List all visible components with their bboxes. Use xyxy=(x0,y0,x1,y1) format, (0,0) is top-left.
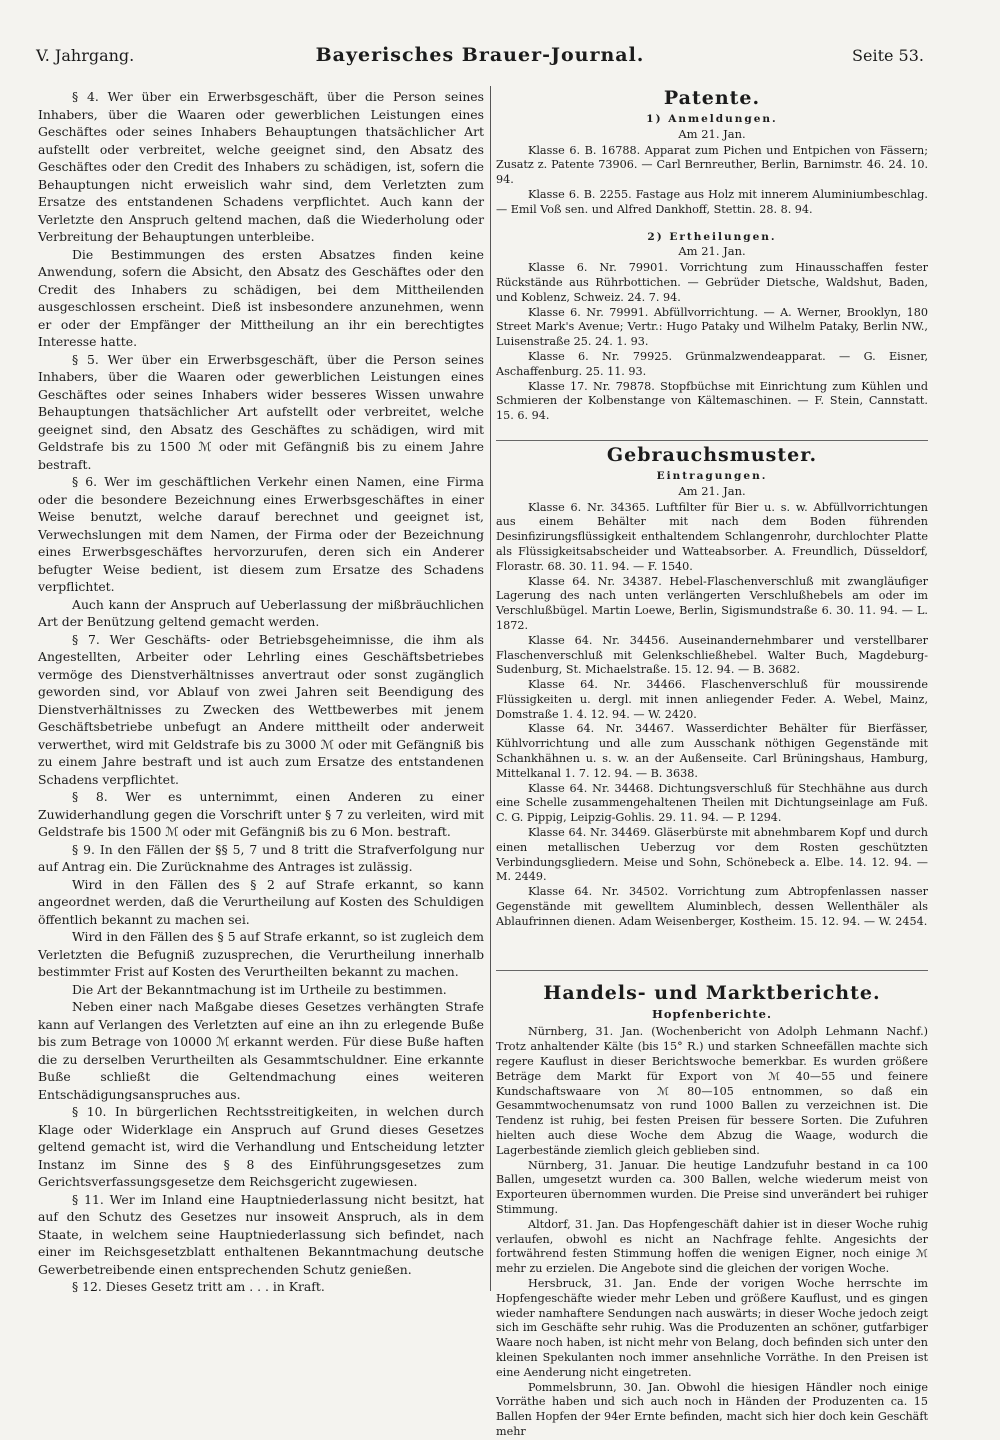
list-item: Klasse 64. Nr. 34466. Flaschenverschluß für moussirende Flüssigkeiten u. dergl. mit innen anliegender Feder. A. Webel, Mainz, Domstraße 1. 4. 12. 94. — W. 2420. xyxy=(496,678,928,721)
list-item: Klasse 17. Nr. 79878. Stopfbüchse mit Einrichtung zum Kühlen und Schmieren der Kolbenstange von Kältemaschinen. — F. Stein, Cannstatt. 15. 6. 94. xyxy=(496,379,928,423)
list-item: Klasse 6. Nr. 79925. Grünmalzwendeapparat. — G. Eisner, Aschaffenburg. 25. 11. 93. xyxy=(496,349,928,378)
market-report: Altdorf, 31. Jan. Das Hopfengeschäft dahier ist in dieser Woche ruhig verlaufen, obwohl es nicht an Nachfrage fehlte. Angesichts der fortwährend festen Stimmung hoffen die wenigen Eigner, noch einige ℳ mehr zu erzielen. Die Angebote sind die gleichen der vorigen Woche. xyxy=(496,1217,928,1276)
market-report: Nürnberg, 31. Januar. Die heutige Landzufuhr bestand in ca 100 Ballen, umgesetzt wurden ca. 300 Ballen, welche wiederum meist von Exporteuren übernommen wurden. Die Preise sind unverändert bei ruhiger Stimmung. xyxy=(496,1158,928,1216)
page-header xyxy=(36,42,924,72)
paragraph-s8: § 8. Wer es unternimmt, einen Anderen zu einer Zuwiderhandlung gegen die Vorschrift unter § 7 zu verleiten, wird mit Geldstrafe bis 1500 ℳ oder mit Gefängniß bis zu 6 Mon. bestraft. xyxy=(38,789,484,839)
section-divider xyxy=(496,440,928,441)
list-item: Klasse 6. B. 2255. Fastage aus Holz mit innerem Aluminiumbeschlag. — Emil Voß sen. und Alfred Dankhoff, Stettin. 28. 8. 94. xyxy=(496,187,928,216)
date-line: Am 21. Jan. xyxy=(678,483,746,498)
market-report: Pommelsbrunn, 30. Jan. Obwohl die hiesigen Händler noch einige Vorräthe haben und sich auch noch in Händen der Produzenten ca. 15 Ballen Hopfen der 94er Ernte befinden, macht sich hier doch kein Geschäft mehr xyxy=(496,1380,928,1438)
subsection-hopfenberichte: Hopfenberichte. xyxy=(652,1006,772,1021)
paragraph-s11: § 11. Wer im Inland eine Hauptniederlassung nicht besitzt, hat auf den Schutz des Gesetzes nur insoweit Anspruch, als in dem Staate, in welchem seine Hauptniederlassung sich befindet, nach einer im Reichsgesetzblatt enthaltenen Bekanntmachung deutsche Gewerbetreibende einen entsprechenden Schutz genießen. xyxy=(38,1191,484,1277)
date-line: Am 21. Jan. xyxy=(678,126,746,141)
section-title-gebrauchsmuster: Gebrauchsmuster. xyxy=(606,443,818,466)
paragraph-s10: § 10. In bürgerlichen Rechtsstreitigkeiten, in welchen durch Klage oder Widerklage ein Anspruch auf Grund dieses Gesetzes geltend gemacht ist, wird die Verhandlung und Entscheidung letzter Instanz im Sinne des § 8 des Einführungsgesetzes zum Gerichtsverfassungsgesetze dem Reichsgericht zugewiesen. xyxy=(38,1104,484,1189)
paragraph-s6: § 6. Wer im geschäftlichen Verkehr einen Namen, eine Firma oder die besondere Bezeichnung eines Erwerbsgeschäftes in einer Weise benutzt, welche darauf berechnet und geeignet ist, Verwechslungen mit dem Namen, der Firma oder der Bezeichnung eines Erwerbsgeschäftes hervorzurufen, deren sich ein Anderer befugter Weise bedient, ist diesem zum Ersatze des Schadens verpflichtet. xyxy=(38,474,484,594)
list-item: Klasse 64. Nr. 34469. Gläserbürste mit abnehmbarem Kopf und durch einen metallischen Ueberzug vor dem Rosten geschützten Verbindungsgliedern. Meise und Sohn, Schönebeck a. Elbe. 14. 12. 94. — M. 2449. xyxy=(496,826,928,884)
list-item: Klasse 64. Nr. 34456. Auseinandernehmbarer und verstellbarer Flaschenverschluß mit Gelenkschließhebel. Walter Buch, Magdeburg-Sudenburg, St. Michaelstraße. 15. 12. 94. — B. 3682. xyxy=(496,633,928,677)
paragraph: Wird in den Fällen des § 2 auf Strafe erkannt, so kann angeordnet werden, daß die Verurtheilung auf Kosten des Schuldigen öffentlich bekannt zu machen sei. xyxy=(38,876,484,927)
subsection-ertheilungen: 2) Ertheilungen. xyxy=(647,230,777,243)
section-title-handel: Handels- und Marktberichte. xyxy=(543,981,881,1004)
list-item: Klasse 6. B. 16788. Apparat zum Pichen und Entpichen von Fässern; Zusatz z. Patente 73906. — Carl Bernreuther, Berlin, Barnimstr. 46. 24. 10. 94. xyxy=(496,143,928,187)
journal-title: Bayerisches Brauer-Journal. xyxy=(315,44,645,66)
paragraph-s12: § 12. Dieses Gesetz tritt am . . . in Kraft. xyxy=(72,1279,325,1294)
market-report: Nürnberg, 31. Jan. (Wochenbericht von Adolph Lehmann Nachf.) Trotz anhaltender Kälte (bis 15° R.) und starken Schneefällen machte sich regere Kauflust in dieser Berichtswoche bemerkbar. Es wurden größere Beträge dem Markt für Export von ℳ 40—55 und feinere Kundschaftswaare von ℳ 80—105 entnommen, so daß ein Gesammtwochenumsatz von rund 1000 Ballen zu verzeichnen ist. Die Tendenz ist ruhig, bei festen Preisen für bessere Sorten. Die Zufuhren hielten auch diese Woche dem Abzug die Waage, wodurch die Lagerbestände ziemlich gleich geblieben sind. xyxy=(496,1025,928,1157)
column-divider xyxy=(490,86,491,1291)
date-line: Am 21. Jan. xyxy=(678,244,746,259)
section-title-patente: Patente. xyxy=(663,87,761,109)
paragraph: Die Art der Bekanntmachung ist im Urtheile zu bestimmen. xyxy=(72,981,447,997)
section-divider xyxy=(496,970,928,971)
paragraph-s9: § 9. In den Fällen der §§ 5, 7 und 8 tritt die Strafverfolgung nur auf Antrag ein. Die Zurücknahme des Antrages ist zulässig. xyxy=(38,841,484,874)
list-item: Klasse 64. Nr. 34468. Dichtungsverschluß für Stechhähne aus durch eine Schelle zusammengehaltenen Theilen mit Dichtungseinlage am Fuß. C. G. Pippig, Leipzig-Gohlis. 29. 11. 94. — P. 1294. xyxy=(496,781,928,825)
paragraph: Die Bestimmungen des ersten Absatzes finden keine Anwendung, sofern die Absicht, den Absatz des Geschäftes oder den Credit des Inhabers zu schädigen, bei dem Mittheilenden ausgeschlossen erscheint. Dieß ist insbesondere anzunehmen, wenn er oder der Empfänger der Mittheilung an ihr ein berechtigtes Interesse hatte. xyxy=(38,246,484,349)
page-number: Seite 53. xyxy=(852,46,924,65)
list-item: Klasse 64. Nr. 34467. Wasserdichter Behälter für Bierfässer, Kühlvorrichtung und alle zum Ausschank nöthigen Gegenstände mit Schankhähnen u. s. w. an der Außenseite. Carl Brüningshaus, Hamburg, Mittelkanal 1. 7. 12. 94. — B. 3638. xyxy=(496,722,928,780)
list-item: Klasse 6. Nr. 34365. Luftfilter für Bier u. s. w. Abfüllvorrichtungen aus einem Behälter mit nach dem Boden führenden Desinfizirungsflüssigkeit enthaltendem Schlangenrohr, durchlochter Platte als Flüssigkeitsabscheider und Watteabsorber. A. Freundlich, Düsseldorf, Florastr. 68. 30. 11. 94. — F. 1540. xyxy=(496,500,928,573)
volume-label: V. Jahrgang. xyxy=(36,46,135,65)
list-item: Klasse 6. Nr. 79901. Vorrichtung zum Hinausschaffen fester Rückstände aus Rührbottichen. — Gebrüder Dietsche, Waldshut, Baden, und Koblenz, Schweiz. 24. 7. 94. xyxy=(496,261,928,304)
list-item: Klasse 6. Nr. 79991. Abfüllvorrichtung. — A. Werner, Brooklyn, 180 Street Mark's Avenue; Vertr.: Hugo Pataky und Wilhelm Pataky, Berlin NW., Luisenstraße 25. 24. 1. 93. xyxy=(496,305,928,349)
market-report: Hersbruck, 31. Jan. Ende der vorigen Woche herrschte im Hopfengeschäfte wieder mehr Leben und größere Kauflust, und es gingen wieder namhaftere Sendungen nach auswärts; in dieser Woche jedoch zeigt sich im Geschäfte sehr ruhig. Was die Produzenten an schöner, gutfarbiger Waare noch haben, ist nicht mehr von Belang, doch befinden sich unter den kleinen Spekulanten noch immer ansehnliche Vorräthe. In den Preisen ist eine Aenderung nicht eingetreten. xyxy=(496,1276,928,1379)
subsection-anmeldungen: 1) Anmeldungen. xyxy=(646,113,778,125)
right-column xyxy=(496,84,928,1440)
paragraph-s5: § 5. Wer über ein Erwerbsgeschäft, über die Person seines Inhabers, über die Waaren oder gewerblichen Leistungen eines Geschäftes oder seines Inhabers wider besseres Wissen unwahre Behauptungen thatsächlicher Art aufstellt oder verbreitet, welche geeignet sind, den Absatz des Geschäftes zu schädigen, wird mit Geldstrafe bis zu 1500 ℳ oder mit Gefängniß bis zu einem Jahre bestraft. xyxy=(38,351,484,472)
paragraph: Auch kann der Anspruch auf Ueberlassung der mißbräuchlichen Art der Benützung geltend gemacht werden. xyxy=(38,596,484,629)
subsection-eintragungen: Eintragungen. xyxy=(656,469,768,482)
list-item: Klasse 64. Nr. 34387. Hebel-Flaschenverschluß mit zwangläufiger Lagerung des nach unten verlängerten Verschlußhebels am oder im Verschlußbügel. Martin Loewe, Berlin, Sigismundstraße 6. 30. 11. 94. — L. 1872. xyxy=(496,574,928,632)
left-column xyxy=(38,88,484,1296)
paragraph-s4: § 4. Wer über ein Erwerbsgeschäft, über die Person seines Inhabers, über die Waaren oder gewerblichen Leistungen eines Geschäftes oder seines Inhabers Behauptungen thatsächlicher Art aufstellt oder verbreitet, welche geeignet sind, den Absatz des Geschäftes oder den Credit des Inhabers zu schädigen, ist, sofern die Behauptungen nicht erweislich wahr sind, dem Verletzten zum Ersatze des entstandenen Schadens verpflichtet. Auch kann der Verletzte den Anspruch geltend machen, daß die Wiederholung oder Verbreitung der Behauptungen unterbleibe. xyxy=(38,89,484,244)
list-item: Klasse 64. Nr. 34502. Vorrichtung zum Abtropfenlassen nasser Gegenstände mit gewelltem Aluminblech, dessen Wellenthäler als Ablaufrinnen dienen. Adam Weisenberger, Kostheim. 15. 12. 94. — W. 2454. xyxy=(496,885,928,928)
paragraph: Wird in den Fällen des § 5 auf Strafe erkannt, so ist zugleich dem Verletzten die Befugniß zuzusprechen, die Verurtheilung innerhalb bestimmter Frist auf Kosten des Verurtheilten bekannt zu machen. xyxy=(38,929,484,979)
paragraph: Neben einer nach Maßgabe dieses Gesetzes verhängten Strafe kann auf Verlangen des Verletzten auf eine an ihn zu erlegende Buße bis zum Betrage von 10000 ℳ erkannt werden. Für diese Buße haften die zu derselben Verurtheilten als Gesammtschuldner. Eine erkannte Buße schließt die Geltendmachung eines weiteren Entschädigungsanspruches aus. xyxy=(38,999,484,1102)
paragraph-s7: § 7. Wer Geschäfts- oder Betriebsgeheimnisse, die ihm als Angestellten, Arbeiter oder Lehrling eines Geschäftsbetriebes vermöge des Dienstverhältnisses anvertraut oder sonst zugänglich geworden sind, vor Ablauf von zwei Jahren seit Beendigung des Dienstverhältnisses zu Zwecken des Wettbewerbes mit jenem Geschäftsbetriebe unbefugt an Andere mittheilt oder anderweit verwerthet, wird mit Geldstrafe bis zu 3000 ℳ oder mit Gefängniß bis zu einem Jahre bestraft und ist auch zum Ersatze des entstandenen Schadens verpflichtet. xyxy=(38,631,484,787)
